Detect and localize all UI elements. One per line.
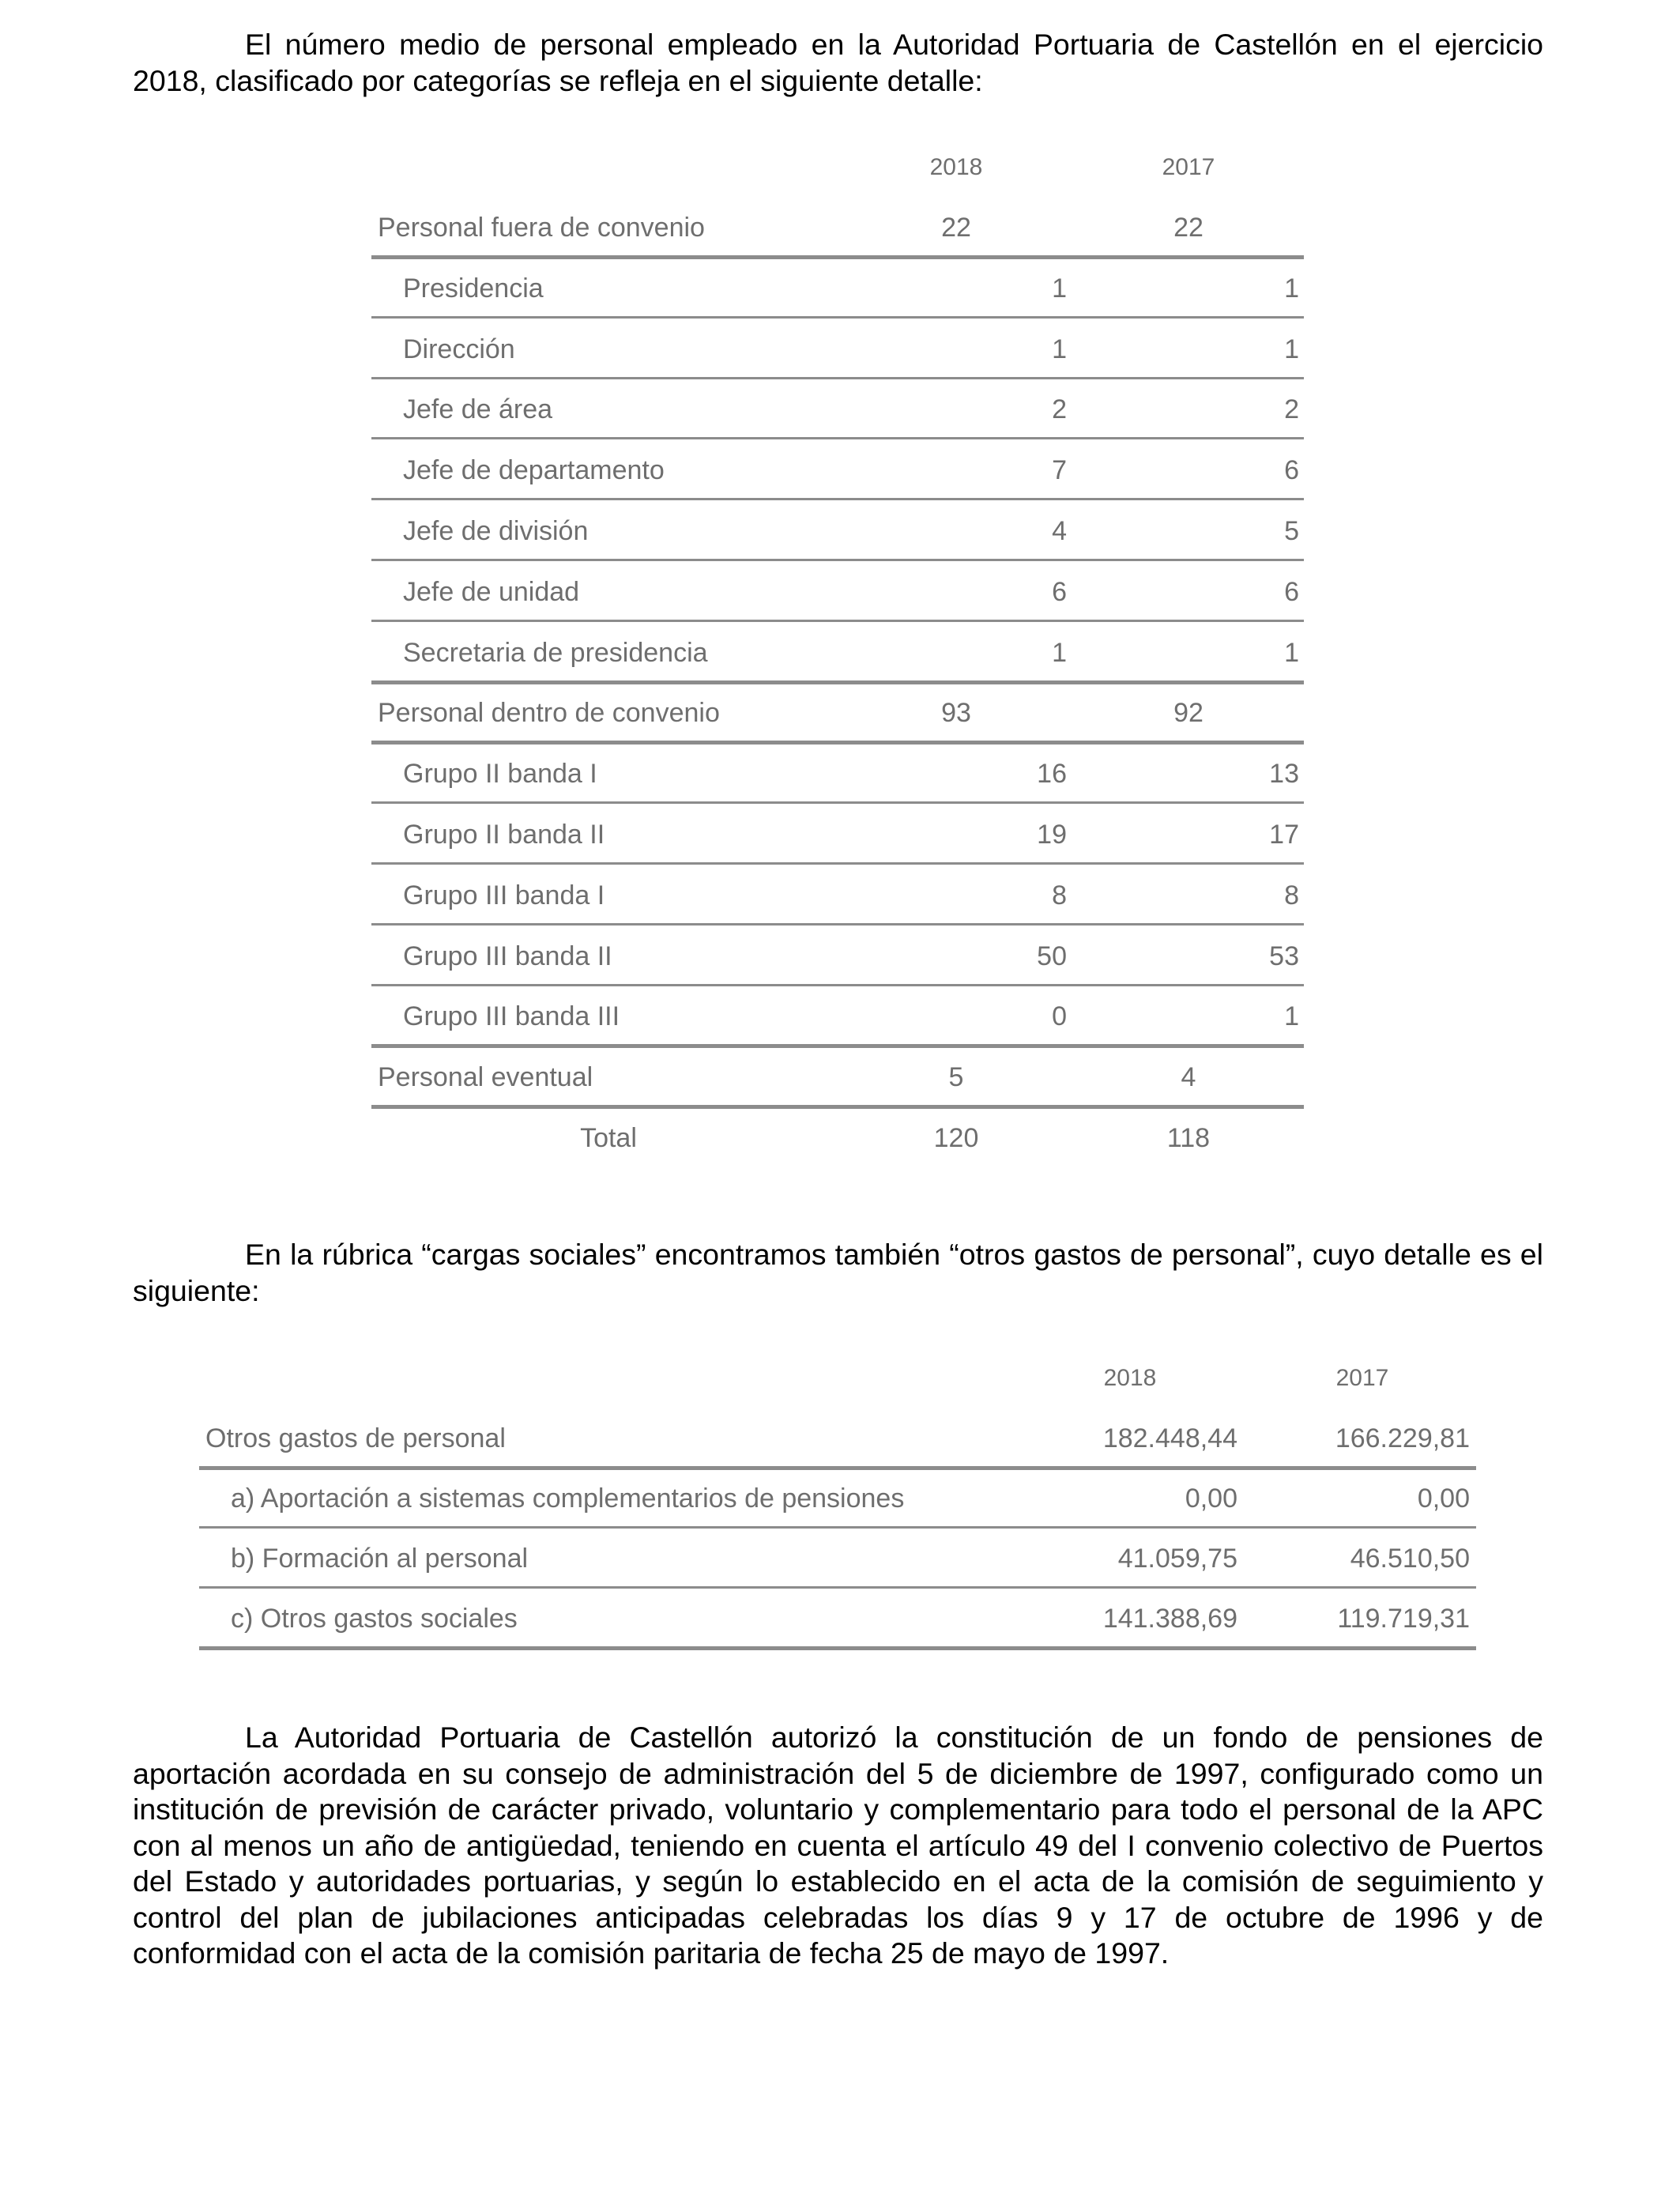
table-row-value-2017: 1 — [1284, 1001, 1299, 1032]
year-header-2018: 2018 — [929, 154, 983, 180]
table-row-label: Secretaria de presidencia — [403, 637, 708, 668]
table-row-value-2018: 2 — [1052, 394, 1067, 425]
table-row-value-2018: 7 — [1052, 455, 1067, 486]
expenses-header-value-2017: 166.229,81 — [1335, 1423, 1470, 1453]
table-row-value-2017: 6 — [1284, 576, 1299, 607]
row-divider — [371, 984, 1304, 986]
group-row-value-2017: 22 — [1173, 213, 1203, 243]
expenses-row-value-2017: 119.719,31 — [1337, 1604, 1470, 1634]
row-divider — [371, 316, 1304, 319]
expenses-row-divider — [199, 1586, 1476, 1589]
group-divider — [371, 255, 1304, 259]
group-row-value-2018: 93 — [941, 698, 971, 729]
table-row-value-2017: 1 — [1284, 273, 1299, 303]
table-row-label: Grupo III banda II — [403, 941, 612, 971]
expenses-header-label: Otros gastos de personal — [205, 1423, 506, 1453]
table-row-value-2018: 8 — [1052, 880, 1067, 910]
row-divider — [371, 559, 1304, 561]
expenses-intro-paragraph: En la rúbrica “cargas sociales” encontramos también “otros gastos de personal”, cuyo detalle es el siguiente: — [133, 1238, 1543, 1307]
table-row-label: Jefe de área — [403, 394, 553, 425]
table-row-label: Jefe de división — [403, 516, 589, 546]
table-row-value-2018: 4 — [1052, 516, 1067, 546]
table-row-value-2017: 17 — [1269, 820, 1299, 850]
expenses-row-value-2018: 41.059,75 — [1117, 1544, 1237, 1574]
year-header-2017: 2017 — [1162, 154, 1215, 180]
table-row-value-2018: 1 — [1052, 273, 1067, 303]
total-value-2018: 120 — [933, 1123, 979, 1153]
table-row-value-2017: 13 — [1269, 759, 1299, 790]
expenses-row-label: b) Formación al personal — [231, 1544, 529, 1574]
expenses-row-value-2017: 46.510,50 — [1350, 1544, 1470, 1574]
group-row-label: Personal dentro de convenio — [378, 698, 720, 729]
table-row-value-2018: 50 — [1037, 941, 1067, 971]
table-row-value-2018: 16 — [1037, 759, 1067, 790]
table-row-value-2018: 1 — [1052, 334, 1067, 364]
year-header-2018: 2018 — [1103, 1365, 1157, 1391]
group-row-value-2017: 4 — [1181, 1062, 1196, 1093]
group-row-value-2017: 92 — [1173, 698, 1203, 729]
row-divider — [371, 801, 1304, 804]
group-divider — [371, 1105, 1304, 1109]
expenses-row-value-2018: 0,00 — [1185, 1483, 1237, 1514]
row-divider — [371, 680, 1304, 684]
row-divider — [371, 437, 1304, 439]
table-row-label: Grupo III banda I — [403, 880, 605, 910]
group-row-value-2018: 5 — [948, 1062, 964, 1093]
group-row-label: Personal fuera de convenio — [378, 213, 705, 243]
table-row-value-2018: 0 — [1052, 1001, 1067, 1032]
table-row-value-2017: 8 — [1284, 880, 1299, 910]
expenses-row-label: a) Aportación a sistemas complementarios de pensiones — [231, 1483, 905, 1514]
table-row-value-2017: 6 — [1284, 455, 1299, 486]
row-divider — [371, 377, 1304, 379]
table-row-value-2017: 53 — [1269, 941, 1299, 971]
table-row-value-2018: 1 — [1052, 637, 1067, 668]
group-row-label: Personal eventual — [378, 1062, 593, 1093]
row-divider — [371, 1044, 1304, 1048]
group-row-value-2018: 22 — [941, 213, 971, 243]
row-divider — [371, 620, 1304, 622]
total-value-2017: 118 — [1166, 1123, 1211, 1153]
table-row-value-2017: 2 — [1284, 394, 1299, 425]
table-row-label: Jefe de unidad — [403, 576, 580, 607]
table-row-value-2018: 6 — [1052, 576, 1067, 607]
row-divider — [371, 498, 1304, 500]
table-row-label: Jefe de departamento — [403, 455, 665, 486]
table-row-value-2017: 1 — [1284, 637, 1299, 668]
table-row-label: Grupo II banda II — [403, 820, 605, 850]
row-divider — [371, 923, 1304, 925]
intro-paragraph: El número medio de personal empleado en la Autoridad Portuaria de Castellón en el ejercicio 2018, clasificado por categorías se refleja en el siguiente detalle: — [133, 28, 1543, 97]
table-row-value-2018: 19 — [1037, 820, 1067, 850]
expenses-header-value-2018: 182.448,44 — [1102, 1423, 1237, 1453]
expenses-header-divider — [199, 1466, 1476, 1470]
table-row-label: Presidencia — [403, 273, 544, 303]
expenses-row-value-2018: 141.388,69 — [1102, 1604, 1237, 1634]
pension-fund-paragraph: La Autoridad Portuaria de Castellón autorizó la constitución de un fondo de pensiones de aportación acordada en su consejo de administración del 5 de diciembre de 1997, configurado como un institución de previsión de carácter privado, voluntario y complementario para todo el personal de la APC con al menos un año de antigüedad, teniendo en cuenta el artículo 49 del I convenio colectivo de Puertos del Estado y autoridades portuarias, y según lo establecido en el acta de la comisión de seguimiento y control del plan de jubilaciones anticipadas celebradas los días 9 y 17 de octubre de 1996 y de conformidad con el acta de la comisión paritaria de fecha 25 de mayo de 1997. — [133, 1721, 1543, 1970]
table-row-value-2017: 5 — [1284, 516, 1299, 546]
group-divider — [371, 741, 1304, 745]
total-label: Total — [580, 1123, 637, 1153]
table-row-label: Grupo II banda I — [403, 759, 597, 790]
table-row-label: Grupo III banda III — [403, 1001, 620, 1032]
expenses-row-divider — [199, 1646, 1476, 1650]
table-row-value-2017: 1 — [1284, 334, 1299, 364]
expenses-row-label: c) Otros gastos sociales — [231, 1604, 518, 1634]
expenses-row-value-2017: 0,00 — [1417, 1483, 1470, 1514]
table-row-label: Dirección — [403, 334, 515, 364]
year-header-2017: 2017 — [1335, 1365, 1389, 1391]
expenses-row-divider — [199, 1526, 1476, 1529]
row-divider — [371, 862, 1304, 865]
